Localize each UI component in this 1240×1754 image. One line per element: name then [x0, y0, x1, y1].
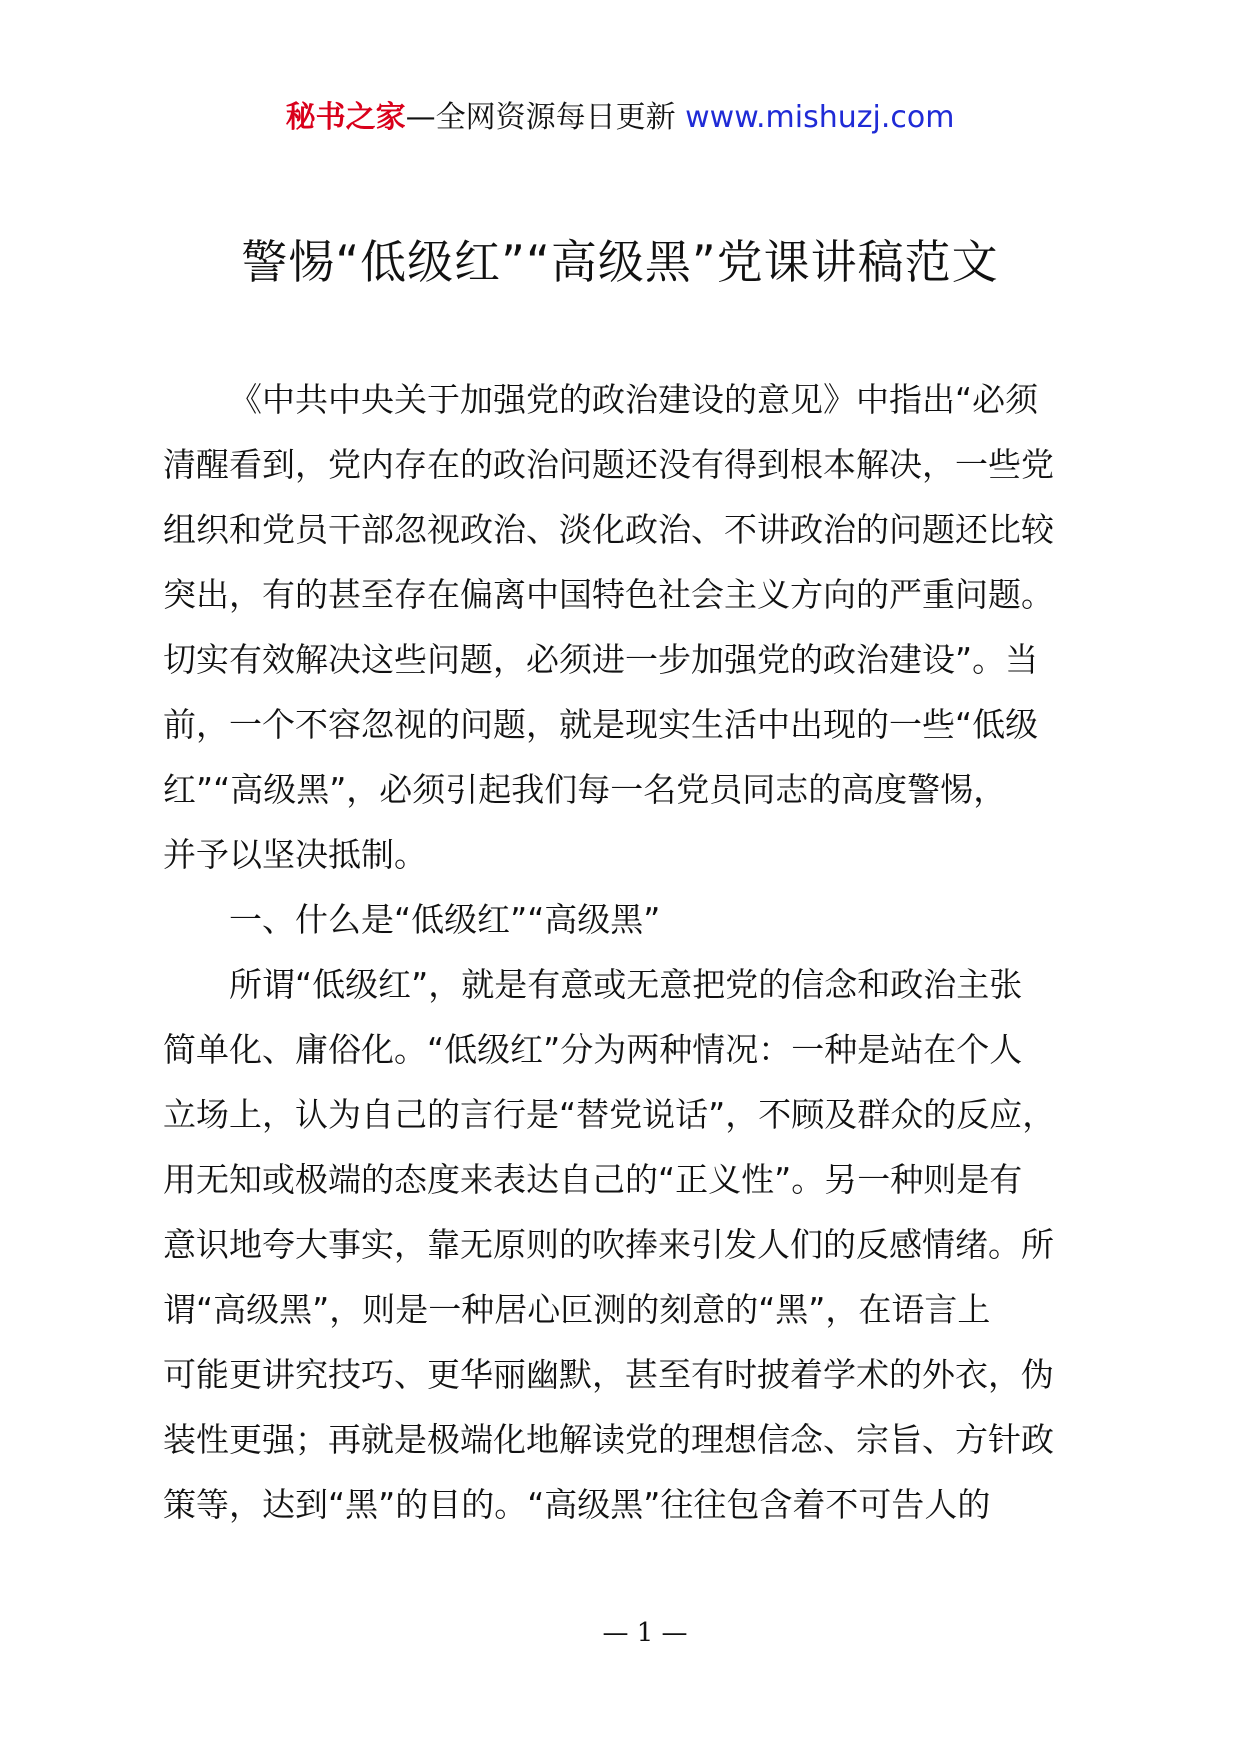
body-line: 可能更讲究技巧、更华丽幽默，甚至有时披着学术的外衣，伪 — [163, 1355, 1054, 1394]
body-line: 前，一个不容忽视的问题，就是现实生活中出现的一些“低级 — [163, 705, 1039, 744]
body-line: 立场上，认为自己的言行是“替党说话”，不顾及群众的反应， — [163, 1095, 1056, 1134]
body-line: 用无知或极端的态度来表达自己的“正义性”。另一种则是有 — [163, 1160, 1023, 1199]
site-url-link[interactable]: www.mishuzj.com — [685, 100, 955, 135]
body-line: 切实有效解决这些问题，必须进一步加强党的政治建设”。当 — [163, 640, 1039, 679]
section-heading: 一、什么是“低级红”“高级黑” — [229, 900, 661, 939]
body-line: 突出，有的甚至存在偏离中国特色社会主义方向的严重问题。 — [163, 575, 1054, 614]
body-line: 红”“高级黑”，必须引起我们每一名党员同志的高度警惕， — [163, 770, 1007, 809]
body-line: 装性更强；再就是极端化地解读党的理想信念、宗旨、方针政 — [163, 1420, 1054, 1459]
body-line: 简单化、庸俗化。“低级红”分为两种情况：一种是站在个人 — [163, 1030, 1023, 1069]
document-body — [163, 367, 1093, 1537]
body-line: 意识地夸大事实，靠无原则的吹捧来引发人们的反感情绪。所 — [163, 1225, 1054, 1264]
site-brand: 秘书之家 — [285, 100, 406, 135]
body-line: 清醒看到，党内存在的政治问题还没有得到根本解决，一些党 — [163, 445, 1054, 484]
page-number: — 1 — — [602, 1618, 688, 1648]
body-line: 《中共中央关于加强党的政治建设的意见》中指出“必须 — [229, 380, 1039, 419]
document-title: 警惕“低级红”“高级黑”党课讲稿范文 — [241, 235, 999, 289]
site-tagline: —全网资源每日更新 — [405, 100, 686, 135]
body-line: 谓“高级黑”，则是一种居心叵测的刻意的“黑”，在语言上 — [163, 1290, 991, 1329]
site-header — [0, 98, 1240, 138]
body-line: 策等，达到“黑”的目的。“高级黑”往往包含着不可告人的 — [163, 1485, 991, 1524]
body-line: 并予以坚决抵制。 — [163, 835, 427, 874]
body-line: 组织和党员干部忽视政治、淡化政治、不讲政治的问题还比较 — [163, 510, 1054, 549]
body-line: 所谓“低级红”，就是有意或无意把党的信念和政治主张 — [229, 965, 1023, 1004]
